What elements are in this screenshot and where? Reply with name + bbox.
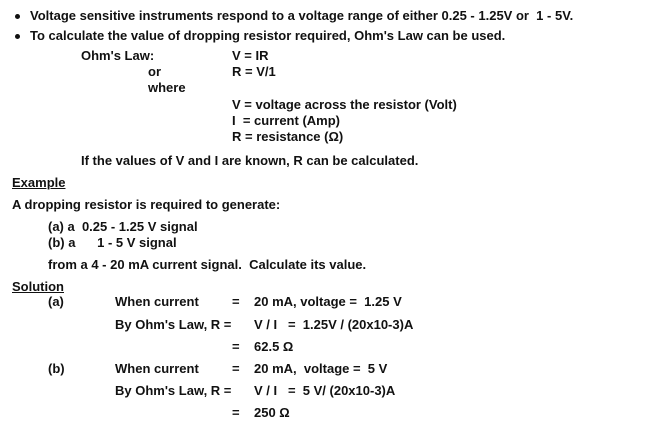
definition-resistance: R = resistance (Ω) xyxy=(232,129,344,144)
solution-a-row1-left: When current xyxy=(115,294,199,309)
ohms-law-label: Ohm's Law: xyxy=(81,48,155,63)
example-heading: Example xyxy=(12,175,66,190)
solution-b-row2-right: V / I = 5 V/ (20x10-3)A xyxy=(254,383,396,398)
solution-b-label: (b) xyxy=(48,361,65,376)
solution-b-row2-left: By Ohm's Law, R = xyxy=(115,383,232,398)
solution-b-row1-equals: = xyxy=(232,361,240,376)
ohms-law-equation-2: R = V/1 xyxy=(232,64,276,79)
solution-a-row1-right: 20 mA, voltage = 1.25 V xyxy=(254,294,402,309)
solution-a-result: 62.5 Ω xyxy=(254,339,294,354)
definition-voltage: V = voltage across the resistor (Volt) xyxy=(232,97,457,112)
solution-a-row3-equals: = xyxy=(232,339,240,354)
example-item-b: (b) a 1 - 5 V signal xyxy=(48,235,177,250)
solution-a-row2-right: V / I = 1.25V / (20x10-3)A xyxy=(254,317,414,332)
example-from: from a 4 - 20 mA current signal. Calculate its value. xyxy=(48,257,367,272)
solution-b-row1-right: 20 mA, voltage = 5 V xyxy=(254,361,388,376)
ohms-law-note: If the values of V and I are known, R can be calculated. xyxy=(81,153,419,168)
ohms-law-equation-1: V = IR xyxy=(232,48,269,63)
bullet-text-ohms-law: To calculate the value of dropping resistor required, Ohm's Law can be used. xyxy=(30,28,506,43)
definition-current: I = current (Amp) xyxy=(232,113,340,128)
example-intro: A dropping resistor is required to generate: xyxy=(12,197,281,212)
solution-b-row3-equals: = xyxy=(232,405,240,420)
ohms-law-where: where xyxy=(148,80,186,95)
solution-a-row1-equals: = xyxy=(232,294,240,309)
bullet-dot xyxy=(15,34,20,39)
ohms-law-or: or xyxy=(148,64,161,79)
bullet-text-voltage-range: Voltage sensitive instruments respond to a voltage range of either 0.25 - 1.25V or 1 - 5V. xyxy=(30,8,574,23)
example-item-a: (a) a 0.25 - 1.25 V signal xyxy=(48,219,198,234)
solution-a-row2-left: By Ohm's Law, R = xyxy=(115,317,232,332)
bullet-dot xyxy=(15,14,20,19)
solution-b-row1-left: When current xyxy=(115,361,199,376)
solution-heading: Solution xyxy=(12,279,64,294)
solution-a-label: (a) xyxy=(48,294,64,309)
solution-b-result: 250 Ω xyxy=(254,405,290,420)
